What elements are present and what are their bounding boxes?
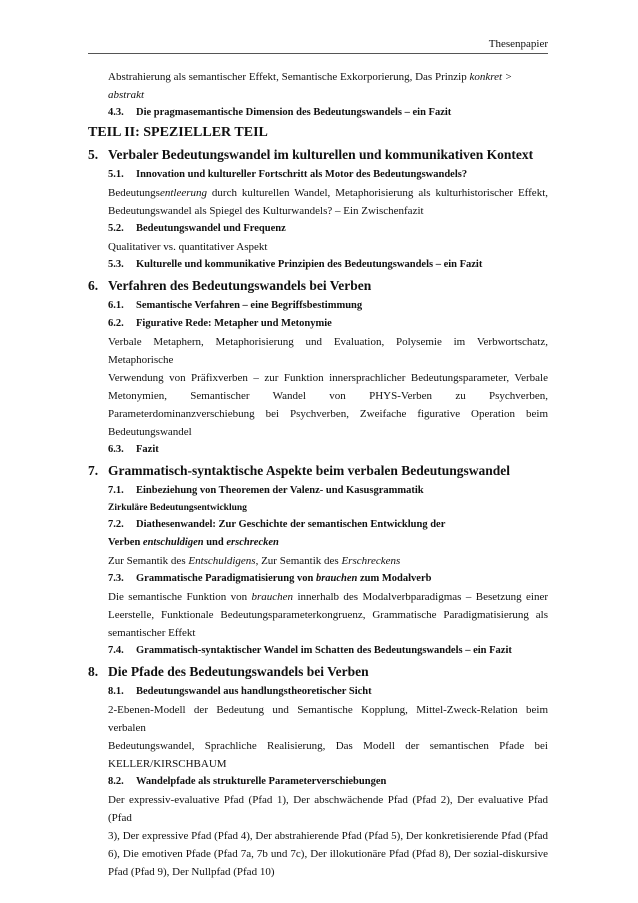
chapter-heading-5: [88, 145, 548, 164]
section-heading-7-1: [88, 482, 548, 500]
text-line: Pfad (Pfad 9), Der Nullpfad (Pfad 10): [108, 866, 275, 878]
running-header: Thesenpapier: [88, 38, 548, 54]
section-number: 7.1.: [108, 485, 124, 496]
text-line: [88, 184, 548, 202]
text-line: Der expressiv-evaluative Pfad (Pfad 1), Der abschwächende Pfad (Pfad 2), Der evaluative Pfad (Pfad: [108, 794, 548, 824]
text-line: Parameterdominanzverschiebung bei Psychverben, Zweifache figurative Operation beim: [108, 408, 548, 420]
text-line: Bedeutungswandel: [108, 426, 192, 438]
section-title: Kulturelle und kommunikative Prinzipien des Bedeutungswandels – ein Fazit: [136, 259, 483, 270]
section-title: Semantische Verfahren – eine Begriffsbestimmung: [136, 300, 363, 311]
section-heading-6-1: [88, 297, 548, 315]
section-heading-5-2: [88, 220, 548, 238]
section-number: 6.3.: [108, 444, 124, 455]
section-title: Figurative Rede: Metapher und Metonymie: [136, 318, 332, 329]
section-number: 7.2.: [108, 519, 124, 530]
text-line: 2-Ebenen-Modell der Bedeutung und Semantische Kopplung, Mittel-Zweck-Relation beim verbalen: [108, 704, 548, 734]
part-heading: TEIL II: SPEZIELLER TEIL: [88, 125, 268, 140]
section-heading-8-1: [88, 683, 548, 701]
text-span: Verben: [108, 537, 141, 548]
text-line: Qualitativer vs. quantitativer Aspekt: [108, 241, 268, 253]
text-span: Die semantische Funktion von: [108, 591, 252, 603]
section-title: Bedeutungswandel und Frequenz: [136, 223, 286, 234]
text-line: Bedeutungswandel, Sprachliche Realisierung, Das Modell der semantischen Pfade bei: [108, 740, 548, 752]
section-heading-6-3: [88, 441, 548, 459]
section-number: 5.1.: [108, 169, 124, 180]
text-line: Bedeutungswandel als Spiegel des Kulturwandels? – Ein Zwischenfazit: [108, 205, 424, 217]
chapter-number: 5.: [88, 147, 99, 162]
section-title: Wandelpfade als strukturelle Parameterverschiebungen: [136, 776, 387, 787]
section-title: Innovation und kultureller Fortschritt als Motor des Bedeutungswandels?: [136, 169, 468, 180]
section-title: Bedeutungswandel aus handlungstheoretischer Sicht: [136, 686, 372, 697]
chapter-heading-6: [88, 276, 548, 295]
text-line: Verwendung von Präfixverben – zur Funktion innersprachlicher Bedeutungsparameter, Verbale: [108, 372, 548, 384]
text-span: durch kulturellen Wandel, Metaphorisierung als kulturhistorischer Effekt,: [207, 187, 548, 199]
text-line: Metonymien, Semantischer Wandel von PHYS-Verben zu Psychverben,: [108, 390, 548, 402]
italic-span: entschuldigen: [142, 537, 204, 548]
chapter-number: 7.: [88, 463, 99, 478]
italic-span: entleerung: [159, 187, 207, 199]
text-span: , Zur Semantik des: [255, 555, 342, 567]
document-body: [88, 68, 548, 881]
text-line: [88, 552, 548, 570]
text-span: Bedeutungs: [108, 187, 160, 199]
section-number: 5.2.: [108, 223, 124, 234]
section-title: Diathesenwandel: Zur Geschichte der semantischen Entwicklung der: [136, 519, 446, 530]
section-number: 5.3.: [108, 259, 124, 270]
text-span: Zur Semantik des: [108, 555, 189, 567]
section-number: 6.2.: [108, 318, 124, 329]
section-heading-7-3: [88, 570, 548, 588]
section-title: [136, 570, 431, 588]
section-title: Die pragmasemantische Dimension des Bedeutungswandels – ein Fazit: [136, 107, 452, 118]
chapter-number: 6.: [88, 278, 99, 293]
chapter-title: Die Pfade des Bedeutungswandels bei Verben: [108, 664, 369, 679]
text-span: zum Modalverb: [357, 573, 432, 584]
text-line: Verbale Metaphern, Metaphorisierung und Evaluation, Polysemie im Verbwortschatz, Metaphorische: [108, 336, 548, 366]
section-heading-5-1: [88, 166, 548, 184]
text-line: [88, 588, 548, 606]
subsection-heading: Zirkuläre Bedeutungsentwicklung: [108, 503, 247, 513]
italic-span: Entschuldigens: [188, 555, 256, 567]
text-line: [88, 68, 548, 104]
text-line: 6), Die emotiven Pfade (Pfad 7a, 7b und 7c), Der illokutionäre Pfad (Pfad 8), Der sozial-diskursive: [108, 848, 548, 860]
section-heading-6-2: [88, 315, 548, 333]
section-heading-8-2: [88, 773, 548, 791]
text-span: und: [206, 537, 224, 548]
section-number: 8.2.: [108, 776, 124, 787]
text-line: KELLER/KIRSCHBAUM: [108, 758, 227, 770]
chapter-title: Grammatisch-syntaktische Aspekte beim verbalen Bedeutungswandel: [108, 463, 511, 478]
section-title: Fazit: [136, 444, 159, 455]
chapter-heading-7: [88, 461, 548, 480]
italic-span: brauchen: [315, 573, 358, 584]
text-line: semantischer Effekt: [108, 627, 196, 639]
text-span: Grammatische Paradigmatisierung von: [136, 573, 316, 584]
section-number: 6.1.: [108, 300, 124, 311]
section-title: Einbeziehung von Theoremen der Valenz- und Kasusgrammatik: [136, 485, 424, 496]
section-number: 4.3.: [108, 107, 124, 118]
chapter-number: 8.: [88, 664, 99, 679]
chapter-title: Verfahren des Bedeutungswandels bei Verben: [108, 278, 372, 293]
italic-span: brauchen: [251, 591, 294, 603]
italic-span: erschrecken: [226, 537, 279, 548]
chapter-heading-8: [88, 662, 548, 681]
text-line: Leerstelle, Funktionale Bedeutungsparameterkongruenz, Grammatische Paradigmatisierung als: [108, 609, 548, 621]
text-span: innerhalb des Modalverbparadigmas – Besetzung einer: [293, 591, 548, 603]
section-number: 8.1.: [108, 686, 124, 697]
section-title: Grammatisch-syntaktischer Wandel im Schatten des Bedeutungswandels – ein Fazit: [136, 645, 512, 656]
text-line: 3), Der expressive Pfad (Pfad 4), Der abstrahierende Pfad (Pfad 5), Der konkretisierende Pfad (Pfad: [108, 830, 548, 842]
italic-span: Erschreckens: [341, 555, 401, 567]
italic-span: konkret > abstrakt: [108, 71, 513, 101]
section-heading-7-4: [88, 642, 548, 660]
section-heading-4-3: [88, 104, 548, 122]
text-span: Abstrahierung als semantischer Effekt, Semantische Exkorporierung, Das Prinzip: [108, 71, 470, 83]
section-heading-7-2: [88, 516, 548, 534]
chapter-title: Verbaler Bedeutungswandel im kulturellen und kommunikativen Kontext: [108, 147, 534, 162]
section-heading-7-2-cont: [88, 534, 548, 552]
section-number: 7.4.: [108, 645, 124, 656]
section-heading-5-3: [88, 256, 548, 274]
section-number: 7.3.: [108, 573, 124, 584]
